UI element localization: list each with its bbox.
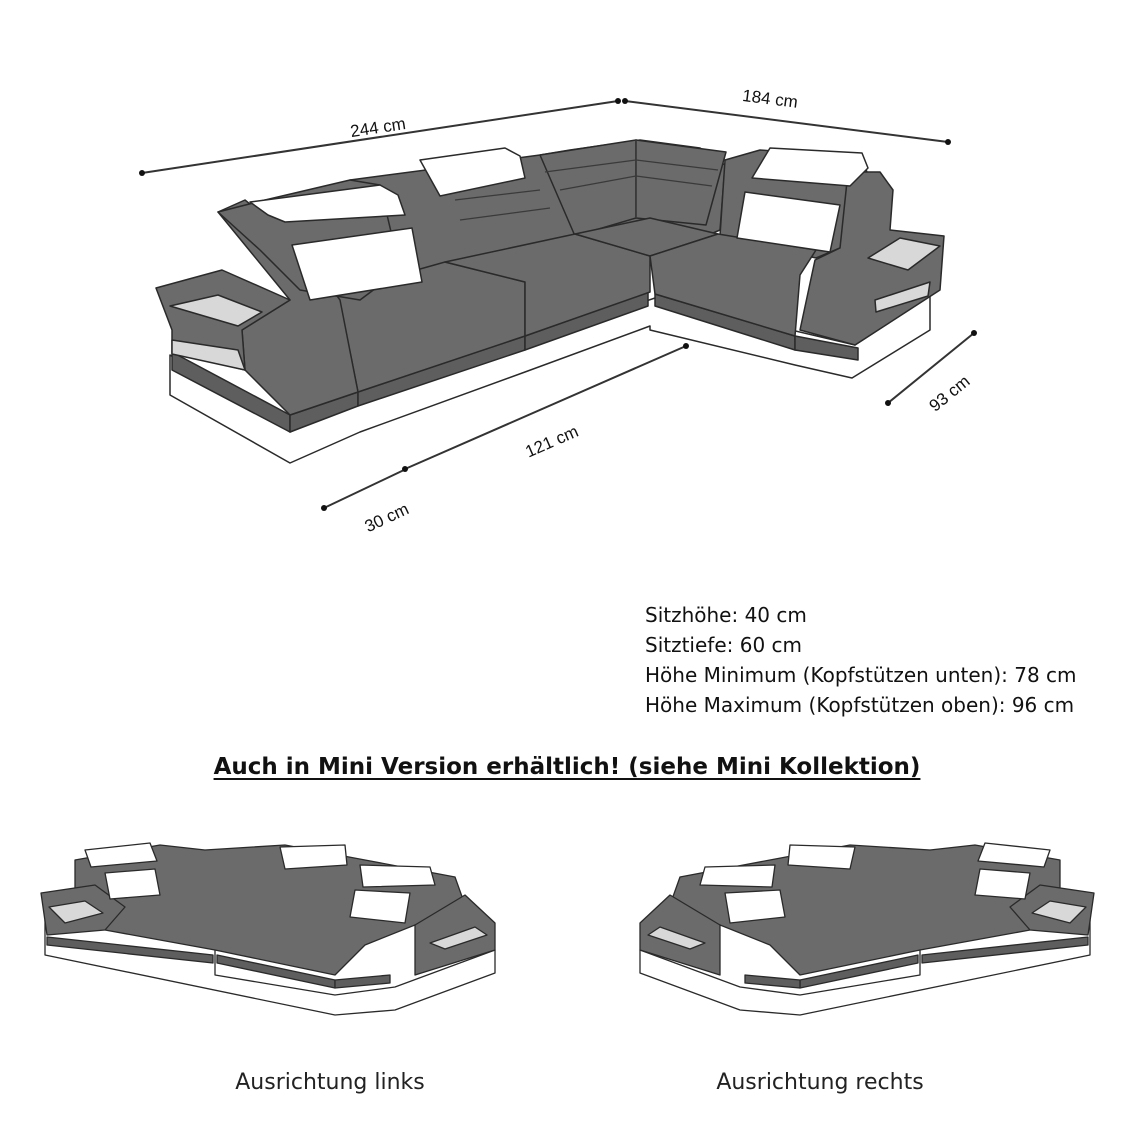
specs-block <box>645 600 1125 720</box>
mini-version-headline <box>0 754 1134 780</box>
caption-right-orientation: Ausrichtung rechts <box>716 1070 924 1095</box>
dim-label-width: 244 cm <box>349 113 408 142</box>
variant-right-diagram <box>630 835 1100 1025</box>
spec-seat-height: Sitzhöhe: 40 cm <box>645 603 807 627</box>
caption-left-orientation: Ausrichtung links <box>235 1070 425 1095</box>
dim-label-depth: 184 cm <box>741 85 799 112</box>
spec-seat-depth: Sitztiefe: 60 cm <box>645 633 803 657</box>
dim-line-arm <box>324 470 404 508</box>
spec-height-max: Höhe Maximum (Kopfstützen oben): 96 cm <box>645 693 1075 717</box>
spec-height-min: Höhe Minimum (Kopfstützen unten): 78 cm <box>645 663 1077 687</box>
variant-left-diagram <box>35 835 505 1025</box>
dim-label-seat: 121 cm <box>522 421 582 462</box>
main-sofa-diagram <box>0 0 1134 560</box>
dim-label-right: 93 cm <box>925 371 974 416</box>
sofa-main <box>156 140 944 463</box>
dim-label-arm: 30 cm <box>361 499 412 537</box>
headline-text: Auch in Mini Version erhältlich! (siehe Mini Kollektion) <box>213 754 921 780</box>
